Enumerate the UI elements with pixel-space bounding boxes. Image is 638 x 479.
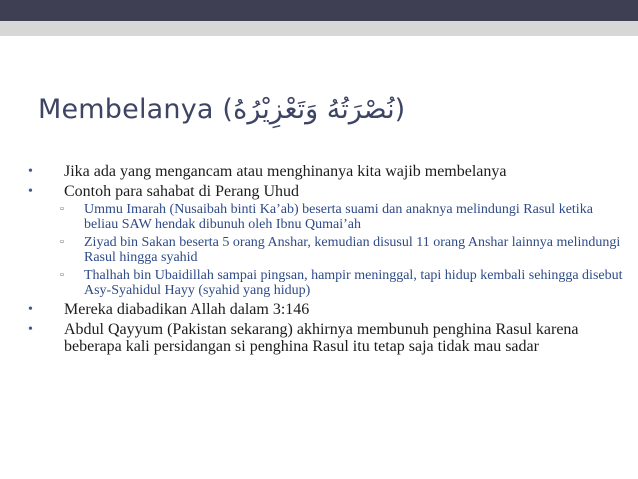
bullet-icon: • [28,164,33,179]
bullet-text: Abdul Qayyum (Pakistan sekarang) akhirnya membunuh penghina Rasul karena beberapa kali persidangan si penghina Rasul itu tetap saja tidak mau sadar [64,320,579,355]
header-bar [0,0,638,21]
bullet-icon: • [28,183,33,199]
sub-bullet-item [28,202,628,232]
bullet-icon: • [28,321,33,337]
header-accent-strip [0,21,638,36]
title-close-paren: ) [394,94,406,125]
bullet-item [28,183,628,201]
sub-bullet-icon: ▫ [60,236,64,248]
sub-bullet-text: Thalhah bin Ubaidillah sampai pingsan, hampir meninggal, tapi hidup kembali sehingga disebut Asy-Syahidul Hayy (syahid yang hidup) [84,268,623,298]
bullet-icon: • [28,302,33,317]
bullet-text: Mereka diabadikan Allah dalam 3:146 [64,301,310,318]
bullet-item [28,163,628,181]
bullet-item [28,321,628,356]
sub-bullet-item [28,235,628,265]
bullet-text: Contoh para sahabat di Perang Uhud [64,182,300,200]
sub-bullet-item [28,268,628,298]
bullet-item [28,301,628,319]
title-text: Membelanya ( [38,94,234,125]
bullet-text: Jika ada yang mengancam atau menghinanya kita wajib membelanya [64,163,507,180]
sub-bullet-text: Ummu Imarah (Nusaibah binti Ka’ab) beserta suami dan anaknya melindungi Rasul ketika beliau SAW hendak dibunuh oleh Ibnu Qumai’ah [84,202,593,232]
sub-bullet-icon: ▫ [60,203,64,215]
sub-bullet-text: Ziyad bin Sakan beserta 5 orang Anshar, kemudian disusul 11 orang Anshar lainnya melindungi Rasul hingga syahid [84,235,621,265]
title-arabic: نُصْرَتُهُ وَتَعْزِيْرُهُ [233,94,395,125]
sub-bullet-icon: ▫ [60,269,64,281]
slide-content [28,163,628,358]
slide-title [38,94,405,125]
